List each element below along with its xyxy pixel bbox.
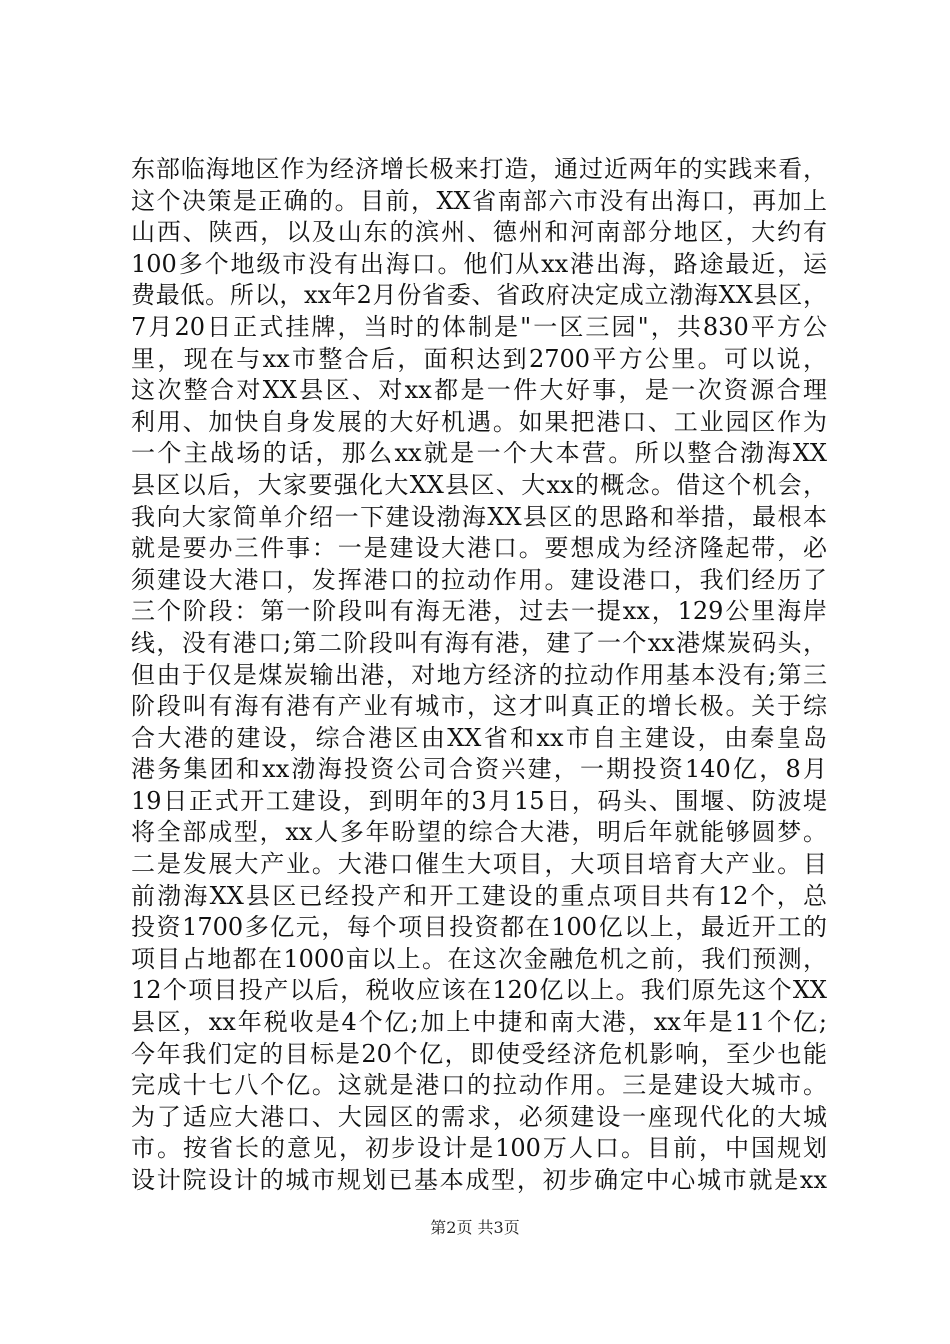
text-line: 这次整合对XX县区、对xx都是一件大好事，是一次资源合理 [131,376,827,405]
body-text [131,154,827,1197]
text-line: 完成十七八个亿。这就是港口的拉动作用。三是建设大城市。 [131,1071,827,1100]
text-line: 须建设大港口，发挥港口的拉动作用。建设港口，我们经历了 [131,565,827,594]
text-line: 前渤海XX县区已经投产和开工建设的重点项目共有12个，总 [131,881,827,910]
text-line: 为了适应大港口、大园区的需求，必须建设一座现代化的大城 [131,1102,827,1131]
text-line: 县区以后，大家要强化大XX县区、大xx的概念。借这个机会， [131,470,827,499]
text-line: 7月20日正式挂牌，当时的体制是"一区三园"，共830平方公 [131,312,827,341]
text-line: 12个项目投产以后，税收应该在120亿以上。我们原先这个XX [131,976,827,1005]
text-line: 100多个地级市没有出海口。他们从xx港出海，路途最近，运 [131,249,827,278]
text-line: 一个主战场的话，那么xx就是一个大本营。所以整合渤海XX [131,439,827,468]
text-line: 里，现在与xx市整合后，面积达到2700平方公里。可以说， [131,344,827,373]
text-line: 市。按省长的意见，初步设计是100万人口。目前，中国规划 [131,1134,827,1163]
page-number-footer: 第2页 共3页 [430,1218,520,1237]
text-line: 就是要办三件事：一是建设大港口。要想成为经济隆起带，必 [131,534,827,563]
text-line: 县区，xx年税收是4个亿;加上中捷和南大港，xx年是11个亿; [131,1008,827,1037]
text-line: 但由于仅是煤炭输出港，对地方经济的拉动作用基本没有;第三 [131,660,827,689]
text-line: 港务集团和xx渤海投资公司合资兴建，一期投资140亿，8月 [131,755,827,784]
text-line: 投资1700多亿元，每个项目投资都在100亿以上，最近开工的 [131,913,827,942]
text-line: 这个决策是正确的。目前，XX省南部六市没有出海口，再加上 [131,186,827,215]
text-line: 费最低。所以，xx年2月份省委、省政府决定成立渤海XX县区， [131,281,827,310]
text-line: 三个阶段：第一阶段叫有海无港，过去一提xx，129公里海岸 [131,597,827,626]
text-line: 设计院设计的城市规划已基本成型，初步确定中心城市就是xx [131,1166,827,1194]
text-line: 东部临海地区作为经济增长极来打造，通过近两年的实践来看， [131,155,827,183]
text-line: 将全部成型，xx人多年盼望的综合大港，明后年就能够圆梦。 [131,818,827,847]
text-line: 19日正式开工建设，到明年的3月15日，码头、围堰、防波堤 [131,786,827,815]
text-line: 二是发展大产业。大港口催生大项目，大项目培育大产业。目 [131,850,827,879]
text-line: 我向大家简单介绍一下建设渤海XX县区的思路和举措，最根本 [131,502,827,531]
text-line: 合大港的建设，综合港区由XX省和xx市自主建设，由秦皇岛 [131,723,827,752]
text-line: 线，没有港口;第二阶段叫有海有港，建了一个xx港煤炭码头， [131,628,827,657]
text-line: 今年我们定的目标是20个亿，即使受经济危机影响，至少也能 [131,1039,827,1068]
text-line: 山西、陕西，以及山东的滨州、德州和河南部分地区，大约有 [131,218,827,247]
text-line: 利用、加快自身发展的大好机遇。如果把港口、工业园区作为 [131,407,827,436]
text-line: 项目占地都在1000亩以上。在这次金融危机之前，我们预测， [131,944,827,973]
text-line: 阶段叫有海有港有产业有城市，这才叫真正的增长极。关于综 [131,692,827,721]
